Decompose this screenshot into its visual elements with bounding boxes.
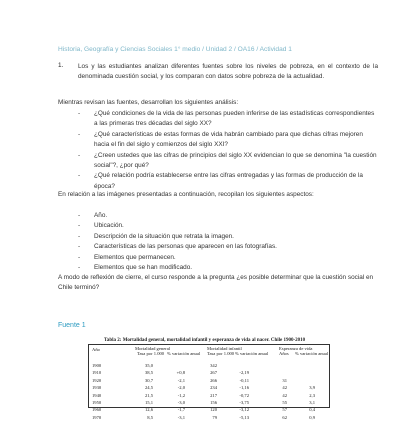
- table-cell-i_var: -5,13: [239, 414, 249, 420]
- table-cell-i_var: -1,16: [239, 385, 249, 391]
- th-infant-rate: Tasa por 1.000: [207, 351, 235, 356]
- column-year: [92, 362, 101, 421]
- column-general-var: [165, 362, 185, 421]
- table-cell-year: 1970: [92, 414, 102, 420]
- table-cell-l_years: 62: [282, 414, 287, 420]
- analysis-item: - ¿Qué condiciones de la vida de las personas pueden inferirse de las estadísticas correspondientes a las primeras tres décadas del siglo XX?: [78, 109, 378, 130]
- table-cell-i_var: -3,12: [239, 407, 249, 413]
- th-life-var: % variación anual: [295, 351, 329, 356]
- table-cell-i_var: -0,11: [239, 377, 249, 383]
- table-cell-i_rate: 234: [210, 385, 217, 391]
- th-general-var: % variación anual: [167, 351, 201, 356]
- table-cell-i_rate: 79: [212, 414, 217, 420]
- table-cell-i_rate: 217: [210, 392, 217, 398]
- analysis-list: [78, 109, 378, 192]
- th-year: Año: [92, 347, 100, 352]
- table-cell-l_years: 31: [282, 377, 287, 383]
- column-infant-rate: [201, 362, 217, 421]
- table-cell-year: 1960: [92, 407, 102, 413]
- th-life-years: Años: [279, 351, 289, 356]
- item-text: Los y las estudiantes analizan diferentes fuentes sobre los niveles de pobreza, en el contexto de la denominada cuestión social, y los comparan con datos sobre pobreza de la actualidad.: [78, 63, 378, 81]
- table-cell-l_years: [277, 369, 287, 376]
- table-cell-g_var: -2,1: [177, 377, 185, 383]
- table-cell-i_var: -2,19: [239, 370, 249, 376]
- table-cell-g_rate: 38,5: [144, 370, 153, 376]
- table-cell-g_var: -1,7: [177, 407, 185, 413]
- table-cell-l_var: 3,1: [309, 400, 315, 406]
- table-cell-l_years: 42: [282, 385, 287, 391]
- table-cell-year: 1900: [92, 363, 102, 368]
- analysis-lead: Mientras revisan las fuentes, desarrollan los siguientes análisis:: [58, 99, 239, 106]
- table-cell-g_var: -1,2: [177, 392, 185, 398]
- th-life: Esperanza de vida: [279, 346, 313, 351]
- images-lead: En relación a las imágenes presentadas a continuación, recopilan los siguientes aspectos:: [58, 191, 314, 198]
- table-cell-g_var: -3,0: [177, 400, 185, 406]
- table-cell-g_rate: 21,5: [144, 392, 153, 398]
- table-cell-g_rate: 24,5: [144, 385, 153, 391]
- table-cell-l_years: 42: [282, 392, 287, 398]
- table-cell-i_rate: 267: [210, 370, 217, 376]
- column-infant-var: [229, 362, 249, 421]
- table-cell-year: 1910: [92, 370, 102, 376]
- table-cell-l_years: 57: [282, 407, 287, 413]
- table-cell-l_var: 0,4: [309, 407, 315, 413]
- column-life-var: [301, 362, 315, 421]
- table-cell-i_rate: 266: [210, 377, 217, 383]
- table-cell-g_var: -2,0: [177, 385, 185, 391]
- analysis-item: - ¿Creen ustedes que las cifras de principios del siglo XX evidencian lo que se denomina "la cuestión social"?, ¿por qué?: [78, 151, 378, 172]
- images-item: - Características de las personas que aparecen en las fotografías.: [78, 242, 378, 252]
- th-infant: Mortalidad infantil: [207, 346, 242, 351]
- table-cell-year: 1930: [92, 385, 102, 391]
- images-item: - Año.: [78, 211, 378, 221]
- table-cell-g_var: -3,1: [177, 414, 185, 420]
- images-item: - Ubicación.: [78, 221, 378, 231]
- table-cell-l_var: [301, 369, 315, 376]
- images-item: - Elementos que se han modificado.: [78, 263, 378, 273]
- table-cell-i_var: [229, 362, 249, 369]
- th-infant-var: % variación anual: [235, 351, 269, 356]
- table-cell-i_var: -0,72: [239, 392, 249, 398]
- table-cell-year: 1920: [92, 377, 102, 383]
- table-cell-l_years: [277, 362, 287, 369]
- data-table: [88, 344, 330, 420]
- images-list: [78, 211, 378, 273]
- breadcrumb-header: Historia, Geografía y Ciencias Sociales 1° medio / Unidad 2 / OA16 / Actividad 1: [58, 46, 292, 53]
- table-cell-g_rate: 35,0: [144, 363, 153, 368]
- table-cell-l_var: [301, 377, 315, 384]
- table-cell-l_var: [301, 362, 315, 369]
- th-general: Mortalidad general: [135, 346, 171, 351]
- table-caption: Tabla 2: Mortalidad general, mortalidad infantil y esperanza de vida al nacer. Chile 1900-2010: [104, 338, 306, 343]
- analysis-item: - ¿Qué características de estas formas de vida habrán cambiado para que dichas cifras mejoren hacia el fin del siglo y comienzos del siglo XXI?: [78, 130, 378, 151]
- table-cell-l_years: 55: [282, 400, 287, 406]
- item-number: 1.: [58, 62, 64, 69]
- table-cell-g_rate: 8,5: [147, 414, 153, 420]
- source-label: Fuente 1: [58, 322, 86, 329]
- table-cell-i_rate: 120: [210, 407, 217, 413]
- table-cell-i_var: -3,75: [239, 400, 249, 406]
- table-cell-g_rate: 30,7: [144, 377, 153, 383]
- table-cell-l_var: 3,9: [309, 385, 315, 391]
- th-general-rate: Tasa por 1.000: [137, 351, 165, 356]
- column-general-rate: [133, 362, 153, 421]
- table-cell-i_rate: 156: [210, 400, 217, 406]
- table-cell-year: 1940: [92, 392, 102, 398]
- table-cell-g_var: +0,8: [176, 370, 185, 376]
- closing-question: A modo de reflexión de cierre, el curso responde a la pregunta ¿es posible determinar que la cuestión social en Chile terminó?: [58, 274, 374, 292]
- images-item: - Descripción de la situación que retrata la imagen.: [78, 232, 378, 242]
- analysis-item: - ¿Qué relación podría establecerse entre las cifras entregadas y las formas de producción de la época?: [78, 171, 378, 192]
- images-item: - Elementos que permanecen.: [78, 253, 378, 263]
- table-cell-g_rate: 12,6: [144, 407, 153, 413]
- table-cell-g_var: [165, 362, 185, 369]
- table-cell-l_var: 0,9: [309, 414, 315, 420]
- table-cell-l_var: 2,3: [309, 392, 315, 398]
- table-cell-year: 1950: [92, 400, 102, 406]
- table-cell-i_rate: 342: [210, 363, 217, 368]
- table-cell-g_rate: 15,1: [144, 400, 153, 406]
- column-life-years: [277, 362, 287, 421]
